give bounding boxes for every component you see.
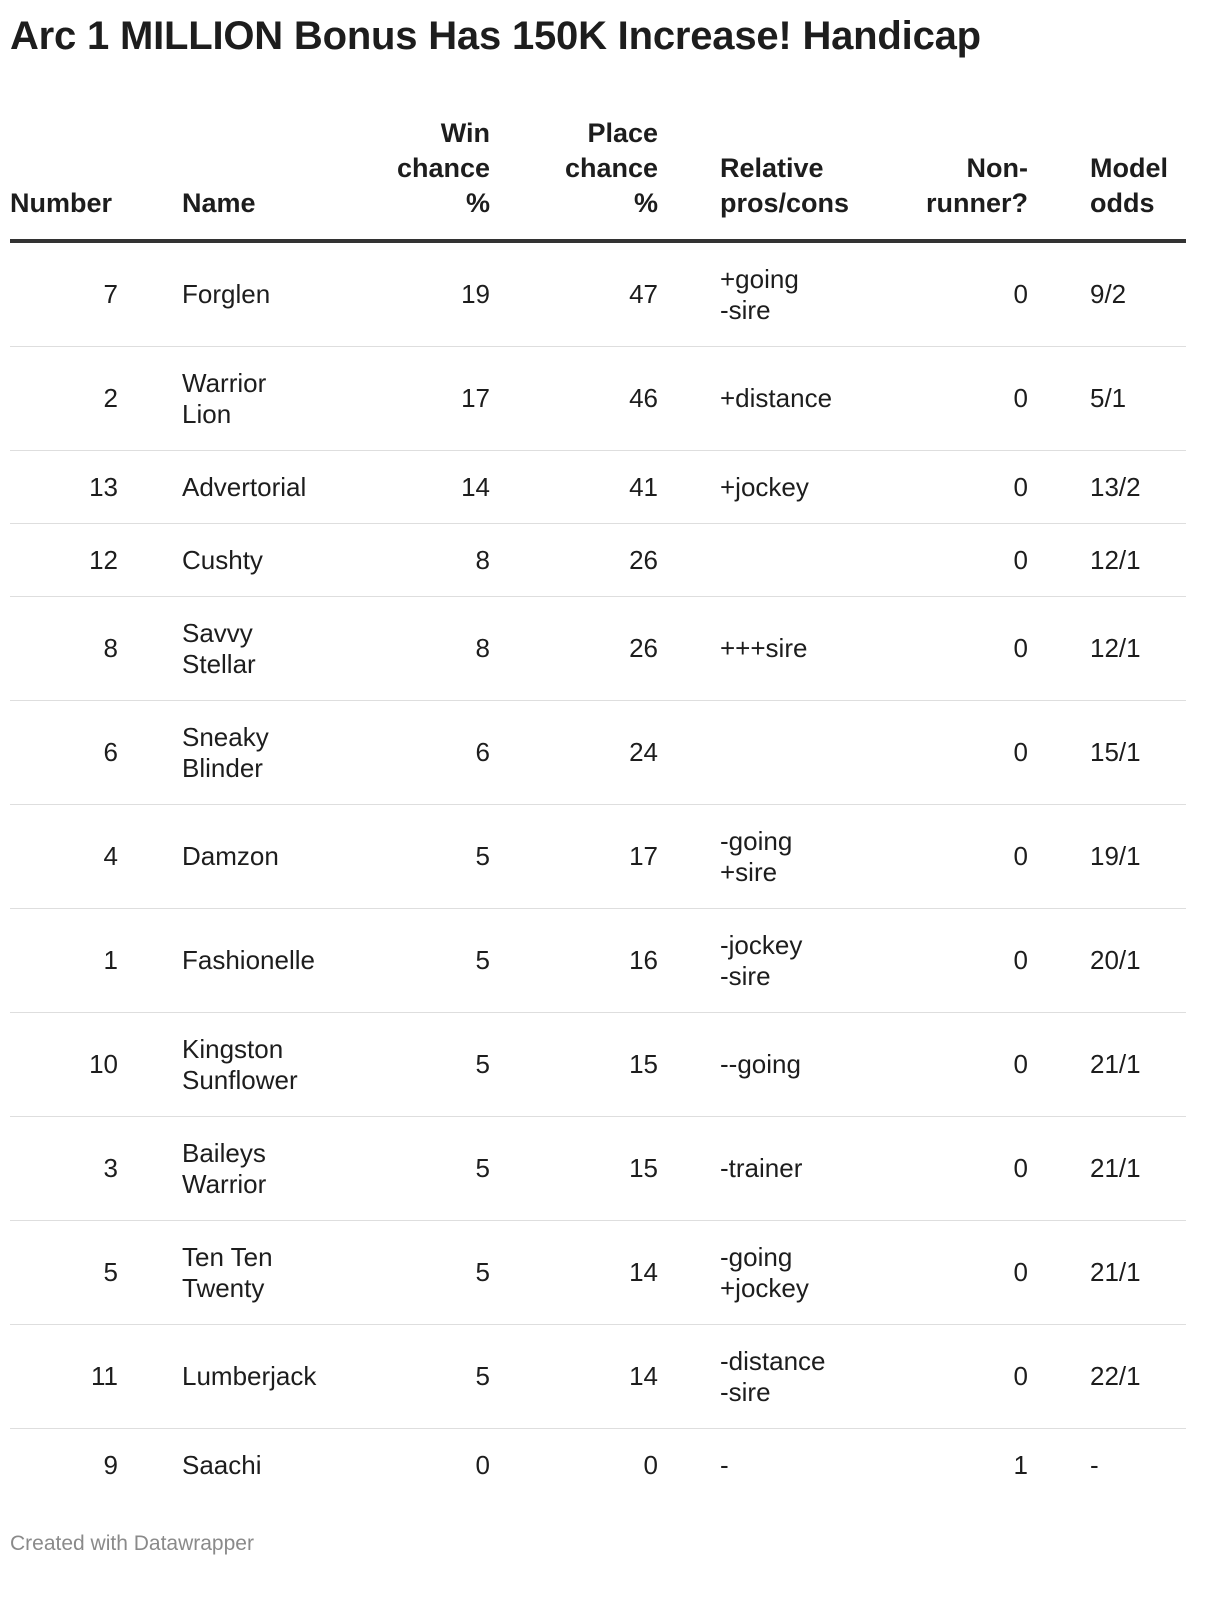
table-row [10, 347, 1186, 451]
cell-name: Advertorial [182, 451, 342, 524]
header-name[interactable]: Name [182, 110, 342, 241]
cell-non-runner: 0 [882, 805, 1028, 909]
header-win-chance[interactable]: Win chance % [342, 110, 490, 241]
cell-model-odds: 12/1 [1090, 524, 1186, 597]
cell-model-odds: 19/1 [1090, 805, 1186, 909]
cell-name: Sneaky Blinder [182, 701, 342, 805]
cell-win-chance: 6 [342, 701, 490, 805]
cell-model-odds: 12/1 [1090, 597, 1186, 701]
cell-non-runner: 0 [882, 701, 1028, 805]
table-row [10, 1325, 1186, 1429]
cell-name: Forglen [182, 241, 342, 347]
cell-non-runner: 0 [882, 909, 1028, 1013]
cell-model-odds: 9/2 [1090, 241, 1186, 347]
cell-number: 10 [10, 1013, 118, 1117]
header-place-chance[interactable]: Place chance % [490, 110, 658, 241]
cell-non-runner: 0 [882, 524, 1028, 597]
cell-win-chance: 5 [342, 1013, 490, 1117]
cell-place-chance: 0 [643, 1449, 658, 1480]
cell-place-chance: 46 [490, 347, 658, 451]
header-non-runner[interactable]: Non- runner? [882, 110, 1028, 241]
cell-non-runner: 0 [882, 1013, 1028, 1117]
cell-win-chance: 14 [342, 451, 490, 524]
cell-pros-cons: -trainer [720, 1117, 882, 1221]
cell-win-chance: 5 [342, 1117, 490, 1221]
cell-pros-cons [720, 701, 882, 805]
table-row [10, 1221, 1186, 1325]
table-row [10, 451, 1186, 524]
cell-place-chance: 26 [490, 597, 658, 701]
cell-number: 7 [10, 241, 118, 347]
cell-name: Fashionelle [182, 909, 342, 1013]
cell-non-runner: 1 [1013, 1449, 1028, 1480]
header-model-odds[interactable]: Model odds [1090, 110, 1186, 241]
table-row [10, 241, 1186, 347]
cell-win-chance: 5 [342, 805, 490, 909]
cell-number: 12 [10, 524, 118, 597]
cell-model-odds: 21/1 [1090, 1013, 1186, 1117]
cell-pros-cons: -distance -sire [720, 1325, 882, 1429]
footer-credit: Created with Datawrapper [10, 1532, 254, 1555]
cell-model-odds: 15/1 [1090, 701, 1186, 805]
cell-place-chance: 14 [490, 1221, 658, 1325]
cell-model-odds: 13/2 [1090, 451, 1186, 524]
cell-model-odds: 21/1 [1090, 1221, 1186, 1325]
cell-non-runner: 0 [882, 1325, 1028, 1429]
cell-non-runner: 0 [882, 241, 1028, 347]
cell-name: Kingston Sunflower [182, 1013, 342, 1117]
chart-container [10, 0, 1186, 64]
cell-number: 3 [10, 1117, 118, 1221]
cell-win-chance: 5 [342, 1221, 490, 1325]
cell-model-odds: 5/1 [1090, 347, 1186, 451]
chart-title: Arc 1 MILLION Bonus Has 150K Increase! Handicap [10, 14, 981, 58]
cell-number: 5 [10, 1221, 118, 1325]
cell-place-chance: 41 [490, 451, 658, 524]
cell-win-chance: 17 [342, 347, 490, 451]
cell-name: Damzon [182, 805, 342, 909]
cell-win-chance: 5 [342, 909, 490, 1013]
cell-non-runner: 0 [882, 597, 1028, 701]
table-row [10, 1117, 1186, 1221]
cell-model-odds: - [1090, 1449, 1099, 1480]
cell-pros-cons: -jockey -sire [720, 909, 882, 1013]
cell-model-odds: 22/1 [1090, 1325, 1186, 1429]
cell-number: 1 [10, 909, 118, 1013]
cell-number: 11 [10, 1325, 118, 1429]
cell-win-chance: 8 [342, 597, 490, 701]
cell-place-chance: 14 [490, 1325, 658, 1429]
cell-place-chance: 15 [490, 1013, 658, 1117]
cell-win-chance: 8 [342, 524, 490, 597]
table-row [10, 701, 1186, 805]
cell-pros-cons: -going +sire [720, 805, 882, 909]
cell-name: Savvy Stellar [182, 597, 342, 701]
cell-pros-cons: --going [720, 1013, 882, 1117]
cell-model-odds: 21/1 [1090, 1117, 1186, 1221]
table-row [10, 524, 1186, 597]
cell-name: Lumberjack [182, 1325, 342, 1429]
cell-number: 2 [10, 347, 118, 451]
cell-non-runner: 0 [882, 347, 1028, 451]
cell-name: Saachi [182, 1449, 262, 1480]
table-row [10, 805, 1186, 909]
table-row [10, 909, 1186, 1013]
cell-non-runner: 0 [882, 1221, 1028, 1325]
cell-name: Baileys Warrior [182, 1117, 342, 1221]
cell-number: 13 [10, 451, 118, 524]
cell-place-chance: 16 [490, 909, 658, 1013]
cell-place-chance: 24 [490, 701, 658, 805]
cell-name: Cushty [182, 524, 342, 597]
cell-number: 4 [10, 805, 118, 909]
table-row [10, 597, 1186, 701]
cell-name: Warrior Lion [182, 347, 342, 451]
cell-pros-cons: +jockey [720, 451, 882, 524]
table-body [10, 241, 1186, 1501]
header-number[interactable]: Number [10, 110, 118, 241]
cell-non-runner: 0 [882, 451, 1028, 524]
cell-place-chance: 15 [490, 1117, 658, 1221]
cell-win-chance: 5 [342, 1325, 490, 1429]
cell-pros-cons [720, 524, 882, 597]
cell-number: 9 [103, 1449, 118, 1480]
results-table [10, 110, 1186, 1501]
header-pros-cons[interactable]: Relative pros/cons [720, 110, 882, 241]
cell-non-runner: 0 [882, 1117, 1028, 1221]
table-row [10, 1013, 1186, 1117]
cell-place-chance: 47 [490, 241, 658, 347]
cell-number: 6 [10, 701, 118, 805]
cell-pros-cons: -going +jockey [720, 1221, 882, 1325]
table-header-row [10, 110, 1186, 241]
cell-pros-cons: +distance [720, 347, 882, 451]
cell-name: Ten Ten Twenty [182, 1221, 342, 1325]
cell-place-chance: 26 [490, 524, 658, 597]
cell-number: 8 [10, 597, 118, 701]
cell-win-chance: 19 [342, 241, 490, 347]
cell-pros-cons: - [720, 1449, 729, 1480]
cell-place-chance: 17 [490, 805, 658, 909]
cell-pros-cons: +going -sire [720, 241, 882, 347]
cell-win-chance: 0 [475, 1449, 490, 1480]
cell-pros-cons: +++sire [720, 597, 882, 701]
table-row [10, 1429, 1186, 1502]
cell-model-odds: 20/1 [1090, 909, 1186, 1013]
